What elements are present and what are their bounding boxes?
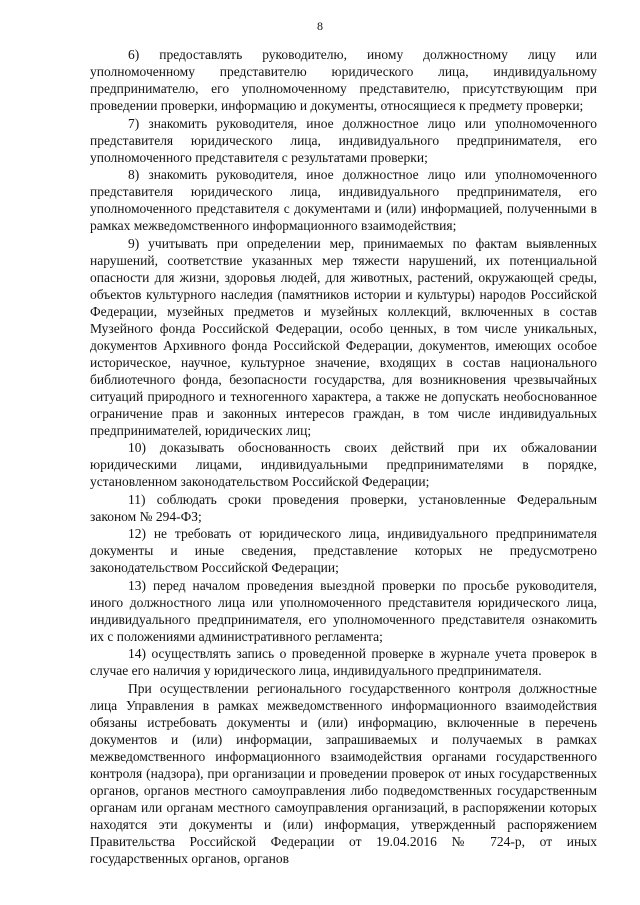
list-item-11: 11) соблюдать сроки проведения проверки, установленные Федеральным законом № 294-ФЗ; bbox=[90, 491, 597, 524]
list-item-12: 12) не требовать от юридического лица, индивидуального предпринимателя документы и иные сведения, представление которых не предусмотрено законодательством Российской Федерации; bbox=[90, 526, 597, 575]
list-item-7: 7) знакомить руководителя, иное должностное лицо или уполномоченного представителя юридического лица, индивидуального предпринимателя, его уполномоченного представителя с результатами проверки; bbox=[90, 115, 597, 165]
document-body bbox=[90, 46, 597, 867]
list-item-10: 10) доказывать обоснованность своих действий при их обжаловании юридическими лицами, индивидуальными предпринимателями в порядке, установленном законодательством Российской Федерации; bbox=[90, 440, 597, 489]
list-item-6: 6) предоставлять руководителю, иному должностному лицу или уполномоченному представителю юридического лица, индивидуальному предпринимателю, его уполномоченному представителю, присутствующим при проведении проверки, информацию и документы, относящиеся к предмету проверки; bbox=[90, 47, 597, 113]
list-item-13: 13) перед началом проведения выездной проверки по просьбе руководителя, иного должностного лица или уполномоченного представителя юридического лица, индивидуального предпринимателя, его уполномоченного представителя ознакомить их с положениями административного регламента; bbox=[90, 577, 597, 644]
list-item-9: 9) учитывать при определении мер, принимаемых по фактам выявленных нарушений, соответствие указанных мер тяжести нарушений, их потенциальной опасности для жизни, здоровья людей, для животных, растений, окружающей среды, объектов культурного наследия (памятников истории и культуры) народов Российской Федерации, музейных предметов и музейных коллекций, включенных в состав Музейного фонда Российской Федерации, особо ценных, в том числе уникальных, документов Архивного фонда Российской Федерации, документов, имеющих особое историческое, научное, культурное значение, входящих в состав национального библиотечного фонда, безопасности государства, для возникновения чрезвычайных ситуаций природного и техногенного характера, а также не допускать необоснованное ограничение прав и законных интересов граждан, в том числе индивидуальных предпринимателей, юридических лиц; bbox=[90, 235, 597, 438]
body-paragraph: При осуществлении регионального государственного контроля должностные лица Управления в рамках межведомственного информационного взаимодействия обязаны истребовать документы и (или) информацию, включенные в перечень документов и (или) информации, запрашиваемых и получаемых в рамках межведомственного информационного взаимодействия органами государственного контроля (надзора), при организации и проведении проверок от иных государственных органов, органов местного самоуправления либо подведомственных государственным органам или органам местного самоуправления организаций, в распоряжении которых находятся эти документы и (или) информация, утвержденный распоряжением Правительства Российской Федерации от 19.04.2016 № 724-р, от иных государственных органов, органов bbox=[90, 680, 597, 866]
list-item-8: 8) знакомить руководителя, иное должностное лицо или уполномоченного представителя юридического лица, индивидуального предпринимателя, его уполномоченного представителя с документами и (или) информацией, полученными в рамках межведомственного информационного взаимодействия; bbox=[90, 167, 597, 233]
list-item-14: 14) осуществлять запись о проведенной проверке в журнале учета проверок в случае его наличия у юридического лица, индивидуального предпринимателя. bbox=[90, 646, 597, 678]
page-number: 8 bbox=[317, 19, 323, 33]
